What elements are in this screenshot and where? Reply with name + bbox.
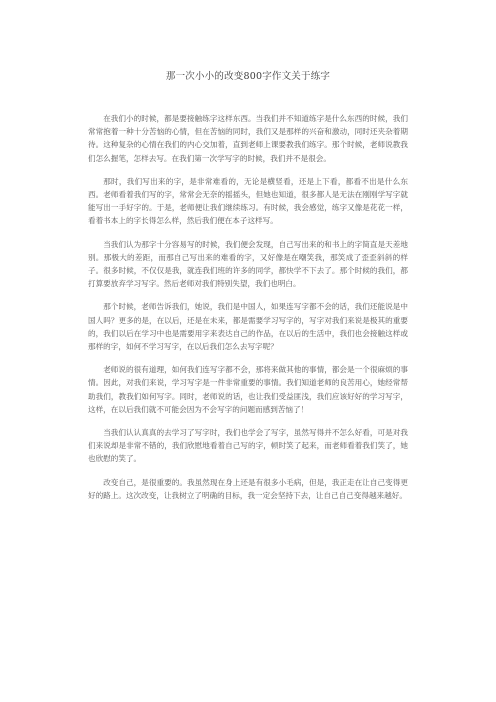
paragraph: 那个时候，老师告诉我们，她说，我们是中国人，如果连写字都不会的话，我们还能说是中国人吗？更多的是，在以后，还是在未来，都是需要学习写字的，写字对我们来说是极其的重要的，我们以后在学习中也是需要用字来表达自己的作品，在以后的生活中，我们也会接触这样或那样的字，如何不学习写字，在以后我们怎么去写字呢？: [88, 302, 408, 352]
paragraph: 当我们认为那字十分容易写的时候，我们便会发现，自己写出来的和书上的字简直是天差地别。那极大的差距，而那自己写出来的难看的字，又好像是在嘲笑我，那笑成了歪歪斜斜的样子。很多时候，不仅仅是我，就连我们班的许多的同学，都快学不下去了。那个时候的我们，都打算要放弃学习写字。然后老师对我们特别失望，我们也明白。: [88, 239, 408, 289]
paragraph: 当我们认认真真的去学习了写字时，我们也学会了写字，虽然写得并不怎么好看，可是对我们来说却是非常不错的，我们欣慰地看着自己写的字，顿时笑了起来，而老师看着我们笑了，她也欣慰的笑了。: [88, 428, 408, 464]
paragraph: 在我们小的时候，都是要接触练字这样东西。当我们并不知道练字是什么东西的时候，我们常常抱着一种十分苦恼的心情，但在苦恼的同时，我们又是那样的兴奋和激动，同时还夹杂着期待。这种复杂的心情在我们的内心交加着，直到老师上课要教我们练字。那个时候，老师说教我们怎么握笔，怎样去写。在我们第一次学写字的时候，我们并不是很会。: [88, 114, 408, 163]
paragraph: 那时，我们写出来的字，是非常难看的，无论是横竖看，还是上下看，都看不出是什么东西。老师看着我们写的字，常常会无奈的摇摇头，但她也知道，很多都人是无法在刚刚学写字就能写出一手好字的。于是，老师便让我们继续练习。有时候，我会感觉，练字又像是花花一样，看着书本上的字长得怎么样，然后我们便在本子这样写。: [88, 176, 408, 226]
paragraph: 老师说的很有道理，如何我们连写字都不会，那将来做其他的事情，都会是一个很麻烦的事情。因此，对我们来说，学习写字是一件非常重要的事情。我们知道老师的良苦用心，她经常帮助我们，教我们如何写字。同时，老师说的话，也让我们受益匪浅，我们应该好好的学习写字，这样，在以后我们就不可能会因为不会写字的问题而感到苦恼了！: [88, 365, 408, 414]
document-title: 那一次小小的改变800字作文关于练字: [165, 71, 331, 82]
paragraph: 改变自己，是很重要的。我虽然现在身上还是有很多小毛病，但是，我正走在让自己变得更好的路上。这次改变，让我树立了明确的目标，我一定会坚持下去，让自己自己变得越来越好。: [88, 477, 408, 500]
document-body: [88, 112, 408, 502]
